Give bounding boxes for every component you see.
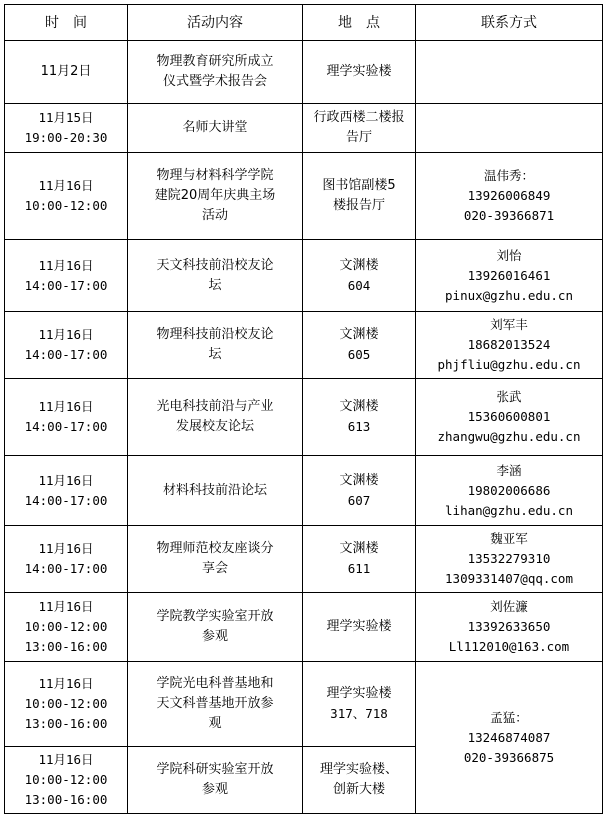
activity-line: 发展校友论坛 — [175, 419, 254, 434]
place-cell — [303, 104, 416, 153]
time-cell — [5, 312, 128, 379]
activity-line: 物理与材料科学学院 — [156, 168, 274, 183]
activity-cell — [128, 379, 303, 456]
time-line: 11月16日 — [38, 327, 94, 342]
time-cell — [5, 104, 128, 153]
contact-cell — [416, 456, 603, 526]
contact-extra: 020-39366875 — [463, 749, 555, 765]
contact-cell — [416, 41, 603, 104]
activity-line: 建院20周年庆典主场 — [154, 188, 276, 203]
activity-line: 学院光电科普基地和 — [156, 676, 274, 691]
place-cell — [303, 379, 416, 456]
contact-cell — [416, 153, 603, 240]
place-cell — [303, 312, 416, 379]
schedule-table — [4, 4, 603, 814]
place-cell — [303, 456, 416, 526]
contact-name: 张武 — [496, 389, 522, 404]
time-line: 13:00-16:00 — [24, 792, 108, 807]
time-line: 10:00-12:00 — [24, 198, 108, 213]
activity-line: 活动 — [201, 208, 228, 223]
activity-line: 学院教学实验室开放 — [156, 609, 274, 624]
contact-email-link[interactable]: zhangwu@gzhu.edu.cn — [437, 429, 581, 444]
time-cell — [5, 240, 128, 312]
time-line: 14:00-17:00 — [24, 561, 108, 576]
place-line: 图书馆副楼5 — [322, 178, 396, 193]
table-row — [5, 240, 603, 312]
place-cell — [303, 41, 416, 104]
place-line: 611 — [347, 561, 371, 576]
contact-name: 刘军丰 — [490, 317, 528, 332]
table-row — [5, 526, 603, 593]
activity-line: 坛 — [208, 347, 222, 362]
time-line: 13:00-16:00 — [24, 716, 108, 731]
contact-email-link[interactable]: phjfliu@gzhu.edu.cn — [437, 357, 581, 372]
header-activity: 活动内容 — [128, 5, 303, 41]
activity-line: 观 — [208, 716, 222, 731]
activity-cell — [128, 593, 303, 662]
time-line: 11月16日 — [38, 676, 94, 691]
activity-line: 坛 — [208, 277, 222, 293]
place-cell — [303, 662, 416, 747]
time-line: 11月2日 — [40, 64, 92, 79]
header-place: 地 点 — [303, 5, 416, 41]
time-line: 11月16日 — [38, 472, 94, 488]
place-line: 理学实验楼 — [326, 686, 392, 701]
contact-email-link[interactable]: 1309331407@qq.com — [445, 571, 573, 586]
activity-cell — [128, 312, 303, 379]
contact-name: 李涵 — [496, 462, 522, 478]
activity-line: 名师大讲堂 — [182, 120, 248, 135]
place-cell — [303, 153, 416, 240]
place-line: 楼报告厅 — [332, 198, 385, 213]
time-line: 11月16日 — [38, 599, 94, 614]
contact-name: 孟猛： — [490, 709, 528, 725]
contact-phone: 19802006686 — [467, 482, 551, 498]
time-line: 19:00-20:30 — [24, 130, 108, 145]
header-contact: 联系方式 — [416, 5, 603, 41]
time-cell — [5, 153, 128, 240]
time-line: 11月16日 — [38, 541, 94, 556]
header-row — [5, 5, 603, 41]
activity-line: 物理教育研究所成立 — [156, 54, 274, 69]
table-row — [5, 379, 603, 456]
activity-line: 学院科研实验室开放 — [156, 762, 274, 777]
place-line: 理学实验楼 — [326, 64, 392, 79]
time-line: 11月16日 — [38, 178, 94, 193]
contact-phone: 13246874087 — [467, 729, 551, 745]
time-cell — [5, 456, 128, 526]
activity-cell — [128, 240, 303, 312]
place-line: 607 — [347, 492, 371, 508]
contact-cell — [416, 104, 603, 153]
place-line: 理学实验楼、 — [319, 762, 398, 777]
time-line: 10:00-12:00 — [24, 696, 108, 711]
time-line: 14:00-17:00 — [24, 492, 108, 508]
activity-cell — [128, 456, 303, 526]
header-time: 时 间 — [5, 5, 128, 41]
time-line: 10:00-12:00 — [24, 619, 108, 634]
time-cell — [5, 41, 128, 104]
place-line: 理学实验楼 — [326, 619, 392, 634]
contact-phone: 13392633650 — [467, 619, 551, 634]
table-row — [5, 153, 603, 240]
activity-line: 天文科技前沿校友论 — [156, 257, 274, 273]
activity-line: 天文科普基地开放参 — [156, 696, 274, 711]
time-line: 14:00-17:00 — [24, 419, 108, 434]
place-line: 文渊楼 — [339, 399, 379, 414]
activity-cell — [128, 662, 303, 747]
table-row — [5, 662, 603, 747]
time-cell — [5, 379, 128, 456]
time-line: 10:00-12:00 — [24, 772, 108, 787]
place-line: 604 — [347, 277, 371, 293]
time-line: 14:00-17:00 — [24, 277, 108, 293]
place-cell — [303, 240, 416, 312]
contact-phone: 13532279310 — [467, 551, 551, 566]
table-row — [5, 456, 603, 526]
time-line: 11月16日 — [38, 399, 94, 414]
time-cell — [5, 526, 128, 593]
place-line: 创新大楼 — [332, 782, 385, 797]
place-line: 605 — [347, 347, 371, 362]
activity-cell — [128, 526, 303, 593]
place-line: 告厅 — [345, 130, 372, 145]
contact-cell — [416, 526, 603, 593]
place-line: 317、718 — [330, 706, 388, 721]
time-cell — [5, 593, 128, 662]
activity-cell — [128, 747, 303, 814]
activity-line: 参观 — [201, 629, 228, 644]
activity-line: 参观 — [201, 782, 228, 797]
place-cell — [303, 747, 416, 814]
activity-line: 材料科技前沿论坛 — [162, 482, 267, 498]
time-line: 11月16日 — [38, 257, 94, 273]
place-cell — [303, 593, 416, 662]
place-line: 613 — [347, 419, 371, 434]
activity-line: 物理师范校友座谈分 — [156, 541, 274, 556]
activity-cell — [128, 153, 303, 240]
time-cell — [5, 662, 128, 747]
table-row — [5, 41, 603, 104]
time-line: 11月16日 — [38, 752, 94, 767]
contact-cell — [416, 240, 603, 312]
activity-cell — [128, 104, 303, 153]
table-row — [5, 312, 603, 379]
contact-extra: 020-39366871 — [463, 208, 555, 223]
contact-phone: 15360600801 — [467, 409, 551, 424]
place-line: 文渊楼 — [339, 327, 379, 342]
time-line: 14:00-17:00 — [24, 347, 108, 362]
time-line: 11月15日 — [38, 110, 94, 125]
contact-cell — [416, 662, 603, 814]
activity-line: 物理科技前沿校友论 — [156, 327, 274, 342]
place-line: 文渊楼 — [339, 541, 379, 556]
contact-phone: 13926016461 — [467, 267, 551, 283]
contact-phone: 18682013524 — [467, 337, 551, 352]
contact-email-link[interactable]: Ll112010@163.com — [448, 639, 570, 654]
contact-phone: 13926006849 — [467, 188, 551, 203]
contact-email-link[interactable]: lihan@gzhu.edu.cn — [445, 502, 573, 518]
place-line: 文渊楼 — [339, 472, 379, 488]
time-line: 13:00-16:00 — [24, 639, 108, 654]
activity-line: 享会 — [201, 561, 228, 576]
table-row — [5, 593, 603, 662]
place-line: 文渊楼 — [339, 257, 379, 273]
contact-email-link[interactable]: pinux@gzhu.edu.cn — [445, 287, 573, 303]
contact-name: 温伟秀： — [483, 168, 534, 183]
contact-cell — [416, 312, 603, 379]
activity-cell — [128, 41, 303, 104]
place-cell — [303, 526, 416, 593]
contact-cell — [416, 593, 603, 662]
activity-line: 光电科技前沿与产业 — [156, 399, 274, 414]
activity-line: 仪式暨学术报告会 — [162, 74, 267, 89]
contact-name: 魏亚军 — [490, 531, 528, 546]
contact-cell — [416, 379, 603, 456]
contact-name: 刘怡 — [496, 247, 522, 263]
contact-name: 刘佐濂 — [490, 599, 528, 614]
place-line: 行政西楼二楼报 — [313, 110, 405, 125]
table-row — [5, 104, 603, 153]
time-cell — [5, 747, 128, 814]
